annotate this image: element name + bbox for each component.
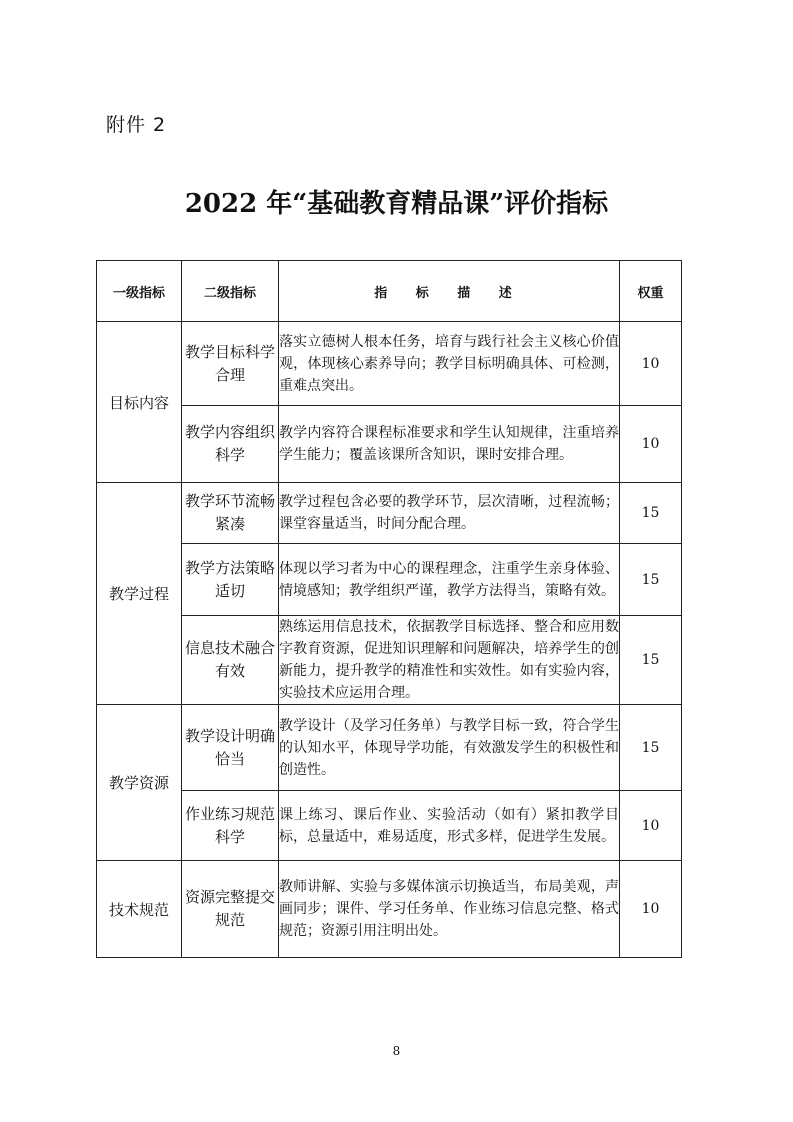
weight-cell: 15 [620,483,682,544]
weight-cell: 15 [620,705,682,791]
level1-cell: 目标内容 [97,322,182,483]
header-level1: 一级指标 [97,261,182,322]
level2-cell: 教学内容组织科学 [182,406,279,483]
description-cell: 教学内容符合课程标准要求和学生认知规律，注重培养学生能力；覆盖该课所含知识，课时安排合理。 [279,406,620,483]
weight-cell: 10 [620,791,682,861]
description-cell: 教学过程包含必要的教学环节，层次清晰，过程流畅；课堂容量适当，时间分配合理。 [279,483,620,544]
description-cell: 教学设计（及学习任务单）与教学目标一致，符合学生的认知水平，体现导学功能，有效激发学生的积极性和创造性。 [279,705,620,791]
level2-cell: 资源完整提交规范 [182,861,279,958]
header-description: 指 标 描 述 [279,261,620,322]
level2-cell: 作业练习规范科学 [182,791,279,861]
description-cell: 落实立德树人根本任务，培育与践行社会主义核心价值观，体现核心素养导向；教学目标明确具体、可检测，重难点突出。 [279,322,620,406]
level2-cell: 教学环节流畅紧凑 [182,483,279,544]
level1-cell: 教学过程 [97,483,182,705]
weight-cell: 15 [620,544,682,616]
table-row [97,322,682,406]
level2-cell: 教学方法策略适切 [182,544,279,616]
table-row [97,616,682,705]
table-row [97,406,682,483]
page-title: 2022 年“基础教育精品课”评价指标 [184,189,609,219]
page-number: 8 [392,1044,401,1058]
table-row [97,705,682,791]
weight-cell: 10 [620,322,682,406]
header-weight: 权重 [620,261,682,322]
description-cell: 熟练运用信息技术，依据教学目标选择、整合和应用数字教育资源，促进知识理解和问题解决，培养学生的创新能力，提升教学的精准性和实效性。如有实验内容，实验技术应运用合理。 [279,616,620,705]
weight-cell: 10 [620,861,682,958]
level2-cell: 教学目标科学合理 [182,322,279,406]
table-header-row [97,261,682,322]
table-row [97,861,682,958]
table-row [97,544,682,616]
level2-cell: 教学设计明确恰当 [182,705,279,791]
level1-cell: 技术规范 [97,861,182,958]
level1-cell: 教学资源 [97,705,182,861]
weight-cell: 10 [620,406,682,483]
weight-cell: 15 [620,616,682,705]
description-cell: 体现以学习者为中心的课程理念，注重学生亲身体验、情境感知；教学组织严谨，教学方法得当，策略有效。 [279,544,620,616]
evaluation-index-table [96,260,682,958]
description-cell: 教师讲解、实验与多媒体演示切换适当，布局美观，声画同步；课件、学习任务单、作业练习信息完整、格式规范；资源引用注明出处。 [279,861,620,958]
table-row [97,483,682,544]
table-row [97,791,682,861]
level2-cell: 信息技术融合有效 [182,616,279,705]
description-cell: 课上练习、课后作业、实验活动（如有）紧扣教学目标，总量适中，难易适度，形式多样，促进学生发展。 [279,791,620,861]
header-level2: 二级指标 [182,261,279,322]
attachment-label: 附件 2 [106,114,167,136]
